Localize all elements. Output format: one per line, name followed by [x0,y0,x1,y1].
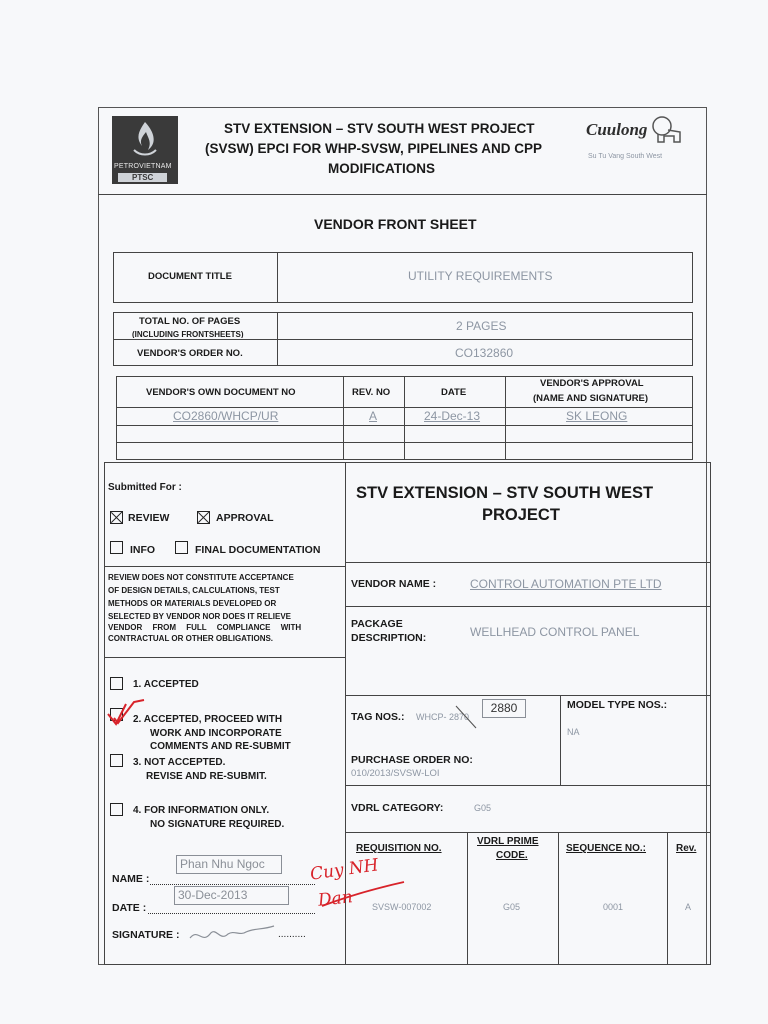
accepted-checkbox[interactable] [110,677,123,690]
model-type-label: MODEL TYPE NOS.: [567,699,668,711]
doc-table-approval: SK LEONG [566,409,628,423]
req-value-requisition: SVSW-007002 [372,902,432,912]
pages-order-divider-h [113,339,693,340]
not-accepted-line1: 3. NOT ACCEPTED. [133,757,226,768]
right-divider-2 [345,606,711,607]
name-stamp: Phan Nhu Ngoc [176,855,282,874]
information-only-checkbox[interactable] [110,803,123,816]
not-accepted-line2: REVISE AND RE-SUBMIT. [146,771,267,782]
signature-scribble-icon [188,922,278,946]
cuulong-logo-text: Cuulong [586,120,648,139]
signature-label: SIGNATURE : [112,929,180,941]
info-checkbox[interactable] [110,541,123,554]
left-divider-2 [104,657,345,658]
doc-table-date: 24-Dec-13 [424,409,481,423]
req-header-prime-sub: CODE. [496,850,528,861]
final-documentation-checkbox[interactable] [175,541,188,554]
signature-dots: .......... [278,929,306,940]
vendor-name-label: VENDOR NAME : [351,578,437,590]
document-title-value: UTILITY REQUIREMENTS [408,269,553,283]
disclaimer-line-4: SELECTED BY VENDOR NOR DOES IT RELIEVE [108,612,291,621]
tag-model-divider [560,695,561,785]
package-value: WELLHEAD CONTROL PANEL [470,625,640,639]
left-divider-1 [104,566,345,567]
req-header-rev: Rev. [676,843,697,854]
handwritten-note-1: Cuy NH [308,855,380,885]
vendor-name-value: CONTROL AUTOMATION PTE LTD [470,577,662,591]
logo-text-ptsc: PTSC [118,173,167,182]
total-pages-label: TOTAL NO. OF PAGES [139,316,241,327]
vdrl-category-value: G05 [474,803,492,813]
project-title-line2: PROJECT [482,506,560,524]
doc-table-docno: CO2860/WHCP/UR [173,409,279,423]
handwritten-note-2: Dan [317,887,354,911]
header-divider [98,194,707,195]
package-label-line2: DESCRIPTION: [351,632,427,644]
doc-table-header-rev: REV. NO [352,387,391,398]
req-value-prime: G05 [503,902,521,912]
model-type-value: NA [567,727,580,737]
strike-mark-icon [452,702,480,732]
total-pages-value: 2 PAGES [456,319,507,333]
accepted-proceed-line1: 2. ACCEPTED, PROCEED WITH [133,714,283,725]
doc-table-header-approval: VENDOR'S APPROVAL [540,378,644,389]
date-stamp: 30-Dec-2013 [174,886,289,905]
date-label: DATE : [112,902,147,914]
header-title-line2: (SVSW) EPCI FOR WHP-SVSW, PIPELINES AND CPP [205,141,543,156]
petrovietnam-logo [112,116,178,184]
accepted-label: 1. ACCEPTED [133,679,199,690]
name-dotted-line [150,884,315,885]
req-header-requisition: REQUISITION NO. [356,843,442,854]
final-documentation-label: FINAL DOCUMENTATION [195,544,321,556]
doc-table-header-date: DATE [441,387,467,398]
doc-table-col3 [505,376,506,460]
date-dotted-line [148,913,315,914]
doc-table-col1 [343,376,344,460]
req-header-prime: VDRL PRIME [477,836,539,847]
doc-table-header-approval-sub: (NAME AND SIGNATURE) [533,393,649,404]
information-only-line2: NO SIGNATURE REQUIRED. [150,819,285,830]
tag-stamp: 2880 [482,699,526,718]
tag-label: TAG NOS.: [351,711,405,723]
total-pages-sublabel: (INCLUDING FRONTSHEETS) [132,330,244,338]
accepted-proceed-line2: WORK AND INCORPORATE [150,728,282,739]
review-checkbox[interactable] [110,511,123,524]
header-title-line3: MODIFICATIONS [328,161,435,176]
cuulong-logo [584,114,696,166]
cuulong-logo-subtext: Su Tu Vang South West [588,153,663,160]
approval-label: APPROVAL [216,512,274,524]
right-divider-4 [345,785,711,786]
doc-table-header-docno: VENDOR'S OWN DOCUMENT NO [146,387,296,398]
name-label: NAME : [112,873,150,885]
right-divider-5 [345,832,711,833]
disclaimer-line-5: VENDOR FROM FULL COMPLIANCE WITH [108,623,302,632]
disclaimer-line-2: OF DESIGN DETAILS, CALCULATIONS, TEST [108,586,280,595]
not-accepted-checkbox[interactable] [110,754,123,767]
doc-table-col2 [404,376,405,460]
req-value-rev: A [685,902,692,912]
project-title-line1: STV EXTENSION – STV SOUTH WEST [356,484,654,502]
disclaimer-line-6: CONTRACTUAL OR OTHER OBLIGATIONS. [108,634,274,643]
req-header-sequence: SEQUENCE NO.: [566,843,647,854]
flame-icon [112,116,178,164]
req-col-1 [467,832,468,965]
approval-checkbox[interactable] [197,511,210,524]
req-col-2 [558,832,559,965]
vendor-order-label: VENDOR'S ORDER NO. [137,348,243,359]
accepted-proceed-line3: COMMENTS AND RE-SUBMIT [150,741,291,752]
right-divider-1 [345,562,711,563]
document-title-divider [277,252,278,303]
package-label-line1: PACKAGE [351,618,403,630]
right-divider-3 [345,695,711,696]
submitted-for-label: Submitted For : [108,482,182,493]
po-label: PURCHASE ORDER NO: [351,754,473,766]
document-title-label: DOCUMENT TITLE [148,271,232,282]
vendor-order-value: CO132860 [455,346,514,360]
tag-value: WHCP- 2870 [416,712,470,722]
disclaimer-line-1: REVIEW DOES NOT CONSTITUTE ACCEPTANCE [108,573,294,582]
information-only-line1: 4. FOR INFORMATION ONLY. [133,805,270,816]
pages-order-divider-v [277,312,278,366]
req-value-sequence: 0001 [603,902,624,912]
logo-text-petrovietnam: PETROVIETNAM [114,163,172,170]
lion-icon [648,114,684,148]
po-value: 010/2013/SVSW-LOI [351,768,440,779]
info-label: INFO [130,544,156,556]
sheet-title: VENDOR FRONT SHEET [314,216,477,232]
req-col-3 [667,832,668,965]
review-label: REVIEW [128,512,170,524]
header-title-line1: STV EXTENSION – STV SOUTH WEST PROJECT [224,121,535,136]
doc-table-rev: A [369,409,378,423]
disclaimer-line-3: METHODS OR MATERIALS DEVELOPED OR [108,599,277,608]
vdrl-category-label: VDRL CATEGORY: [351,802,444,814]
